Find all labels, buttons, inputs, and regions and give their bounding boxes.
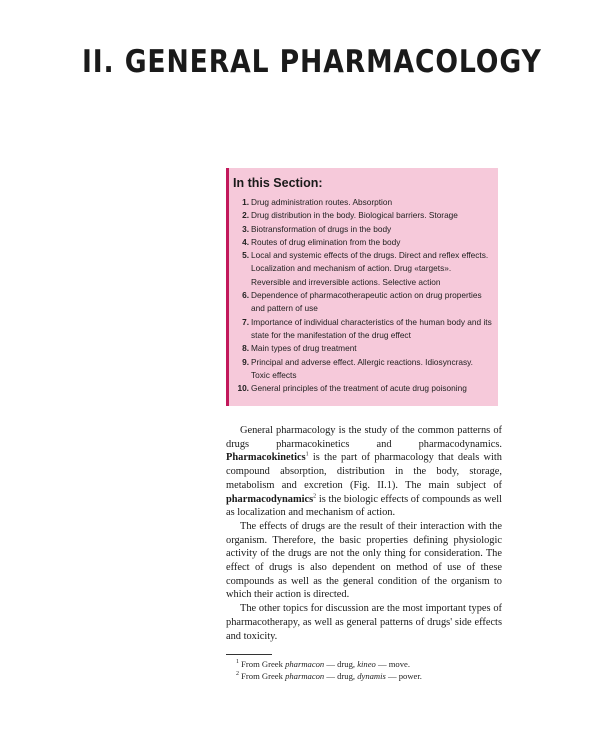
footnotes	[236, 658, 506, 682]
footnote-divider	[226, 654, 272, 655]
topic-item: 2. Drug distribution in the body. Biological barriers. Storage	[242, 210, 458, 221]
section-contents-box	[226, 168, 498, 406]
footnote: $^2$ From Greek pharmacon — drug, dynamis — power.	[236, 671, 422, 681]
paragraph-intro: General pharmacology is the study of the common patterns of drugs pharmacokinetics and pharmacodynamics. Pharmacokinetics$^1$ is the part of pharmacology that deals with compound absorption, distribution in the body, storage, metabolism and excretion (Fig. II.1). The main subject of pharmacodynamics$^2$ is the biologic effects of compounds as well as localization and mechanism of action.	[226, 425, 502, 519]
section-topics-list	[233, 196, 492, 395]
topic-item: 4. Routes of drug elimination from the body	[242, 236, 401, 247]
term-pharmacokinetics: Pharmacokinetics	[226, 452, 306, 464]
footnote: $^1$ From Greek pharmacon — drug, kineo — move.	[236, 659, 410, 669]
topic-item: 1. Drug administration routes. Absorption	[242, 197, 393, 207]
topic-item: 3. Biotransformation of drugs in the body	[242, 223, 392, 234]
chapter-title: II. GENERAL PHARMACOLOGY	[82, 44, 542, 80]
topic-item: 10. General principles of the treatment of acute drug poisoning	[237, 383, 467, 394]
paragraph-effects: The effects of drugs are the result of their interaction with the organism. Therefore, the basic properties defining physiologic activity of the drugs are not the only thing for consideration. The effect of drugs is also dependent on method of use of these compounds as well as the general condition of the organism to which their action is directed.	[226, 520, 502, 601]
footnote-ref: 2	[313, 493, 317, 500]
topic-item: 6. Dependence of pharmacotherapeutic action on drug properties and pattern of use	[242, 290, 482, 314]
paragraph-topics: The other topics for discussion are the most important types of pharmacotherapy, as well as general patterns of drugs' side effects and toxicity.	[226, 603, 502, 642]
topic-item: 7. Importance of individual characteristics of the human body and its state for the manifestation of the drug effect	[242, 316, 492, 340]
footnote-ref: 1	[305, 451, 309, 458]
term-pharmacodynamics: pharmacodynamics	[226, 493, 314, 505]
section-heading: In this Section:	[233, 176, 323, 190]
topic-item: 8. Main types of drug treatment	[242, 343, 357, 354]
body-text	[226, 424, 502, 643]
topic-item: 9. Principal and adverse effect. Allergic reactions. Idiosyncrasy. Toxic effects	[242, 356, 473, 380]
topic-item: 5. Local and systemic effects of the drugs. Direct and reflex effects. Localization and mechanism of action. Drug «targets». Reversible and irreversible actions. Selective action	[242, 250, 489, 287]
